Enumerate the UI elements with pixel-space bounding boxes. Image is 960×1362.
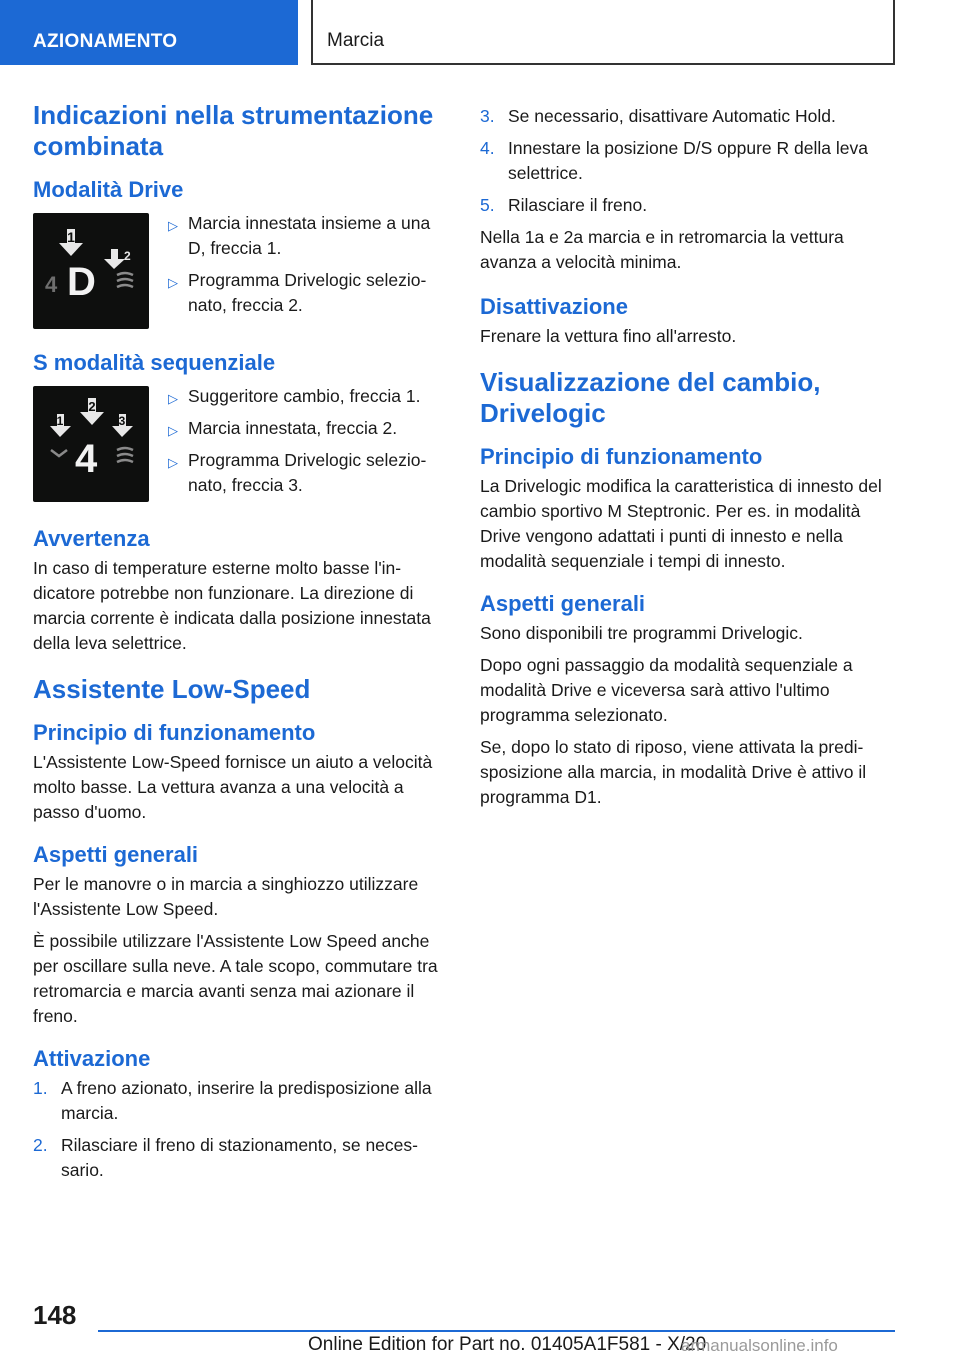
lsa-general-paragraph: È possibile utilizzare l'Assistente Low Speed anche per oscillare sulla neve. A tale scopo, commutare tra retromarcia e marcia avanti senza mai azionare il freno. xyxy=(33,931,438,1026)
triangle-bullet-icon: ▷ xyxy=(168,455,178,470)
arrow-1-label: 1 xyxy=(67,229,75,245)
list-item: 4. Innestare la posizione D/S oppure R della leva selettrice. xyxy=(480,138,868,183)
heading-lsa-principle: Principio di funzionamento xyxy=(33,720,316,745)
arrow-3-label: 3 xyxy=(118,414,126,428)
triangle-bullet-icon: ▷ xyxy=(168,218,178,233)
dl-general-paragraph: Se, dopo lo stato di riposo, viene attivata la predisposizione alla marcia, in modalità Drive è attivo il programma D1. xyxy=(480,737,867,807)
arrow-2-label: 2 xyxy=(88,399,96,414)
heading-note: Avvertenza xyxy=(33,526,150,551)
list-item: ▷ Suggeritore cambio, freccia 1. xyxy=(168,384,448,409)
page-number: 148 xyxy=(33,1300,77,1330)
triangle-bullet-icon: ▷ xyxy=(168,391,178,406)
triangle-bullet-icon: ▷ xyxy=(168,423,178,438)
heading-dl-principle: Principio di funzionamento xyxy=(480,444,763,469)
program-bars-icon xyxy=(117,273,133,287)
list-item: 5. Rilasciare il freno. xyxy=(480,195,648,215)
dl-general-paragraph: Dopo ogni passaggio da modalità sequenziale a modalità Drive e viceversa sarà attivo l'ultimo programma selezionato. xyxy=(480,655,853,725)
list-item: ▷ Marcia innestata, freccia 2. xyxy=(168,416,448,441)
deactivation-text: Frenare la vettura fino all'arresto. xyxy=(480,326,737,346)
drive-mode-display-image xyxy=(33,213,149,329)
gear-small-label: 4 xyxy=(45,272,58,297)
heading-drivelogic-display: Visualizzazione del cambio, Drivelogic xyxy=(480,367,821,428)
list-item: ▷ Programma Drivelogic selezionato, freccia 3. xyxy=(168,450,427,495)
list-item: ▷ Marcia innestata insieme a una D, freccia 1. xyxy=(168,213,431,258)
gear-big-label: 4 xyxy=(75,437,98,481)
sequential-mode-display-image xyxy=(33,386,149,502)
dl-general-paragraph: Sono disponibili tre programmi Drivelogic. xyxy=(480,623,803,643)
list-item: ▷ Programma Drivelogic selezionato, freccia 2. xyxy=(168,270,427,315)
lsa-principle-text: L'Assistente Low-Speed fornisce un aiuto a velocità molto basse. La vettura avanza a una velocità a passo d'uomo. xyxy=(33,752,433,822)
activation-steps-list xyxy=(33,1076,448,1183)
sequential-display-graphic xyxy=(33,386,149,502)
heading-dl-general: Aspetti generali xyxy=(480,591,646,616)
sequential-mode-block xyxy=(33,386,448,505)
list-item: 1. A freno azionato, inserire la predisposizione alla marcia. xyxy=(33,1078,432,1123)
chapter-title: Marcia xyxy=(311,0,895,65)
drive-display-graphic xyxy=(33,213,149,329)
heading-activation: Attivazione xyxy=(33,1046,151,1071)
list-item: 2. Rilasciare il freno di stazionamento, se necessario. xyxy=(33,1135,418,1180)
footer-divider xyxy=(98,1330,895,1332)
sequential-mode-bullet-list xyxy=(168,384,448,505)
drive-mode-block xyxy=(33,213,448,329)
activation-steps-list-continued xyxy=(480,104,898,218)
heading-lsa-general: Aspetti generali xyxy=(33,842,199,867)
activation-note-text: Nella 1a e 2a marcia e in retromarcia la vettura avanza a velocità minima. xyxy=(480,227,844,272)
right-column xyxy=(480,104,898,817)
watermark-text: armanualsonline.info xyxy=(681,1336,838,1355)
lsa-general-paragraph: Per le manovre o in marcia a singhiozzo utilizzare l'Assistente Low Speed. xyxy=(33,874,419,919)
heading-drive-mode: Modalità Drive xyxy=(33,177,184,202)
gear-big-label: D xyxy=(67,260,96,304)
dl-principle-text: La Drivelogic modifica la caratteristica di innesto del cambio sportivo M Steptronic. Per es. in modalità Drive vengono adattati i punti di innesto e nella modalità sequenziale i tempi di innesto. xyxy=(480,476,882,571)
drive-mode-bullet-list xyxy=(168,211,448,329)
note-text: In caso di temperature esterne molto basse l'indicatore potrebbe non funzionare. La direzione di marcia corrente è indicata dalla posizione innestata della leva selettrice. xyxy=(33,558,431,653)
heading-sequential-mode: S modalità sequenziale xyxy=(33,350,276,375)
left-column xyxy=(33,100,448,1190)
chevron-down-icon xyxy=(51,450,67,456)
arrow-2-label: 2 xyxy=(124,249,131,263)
triangle-bullet-icon: ▷ xyxy=(168,275,178,290)
list-item: 3. Se necessario, disattivare Automatic Hold. xyxy=(480,106,836,126)
program-bars-icon xyxy=(117,448,133,462)
heading-low-speed-assistant: Assistente Low-Speed xyxy=(33,674,311,704)
arrow-1-label: 1 xyxy=(56,414,64,428)
section-title-cluster: Indicazioni nella strumentazione combinata xyxy=(33,100,434,161)
footer-edition-text: Online Edition for Part no. 01405A1F581 - X/20 xyxy=(308,1334,707,1355)
section-tab: AZIONAMENTO xyxy=(0,0,298,65)
heading-deactivation: Disattivazione xyxy=(480,294,628,319)
